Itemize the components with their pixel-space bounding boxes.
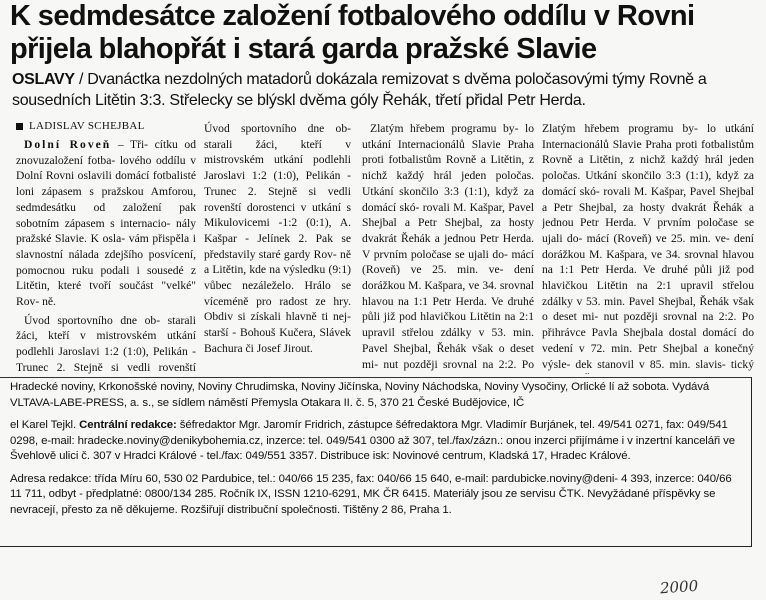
article-column-3 (362, 121, 534, 374)
imprint-address: Adresa redakce: třída Míru 60, 530 02 Pardubice, tel.: 040/66 15 235, fax: 040/66 15 640, e-mail: pardubicke.noviny@deni- 4 393, inzerce: 040/66 11 711, odbyt - předplatné: 0800/134 285. Ročník IX, ISSN 1210-6291, MK ČR 6415. Materiály jsou ze servisu ČTK. Nevyžádané příspěvky se nevracejí, přesto za ně děkujeme. Rozšiřují distribuční společnosti. Tištěny 2 86, Praha 1. (10, 472, 732, 516)
lead-kicker: OSLAVY (12, 71, 75, 88)
bullet-square-icon (16, 123, 23, 130)
article-column-4 (542, 121, 754, 374)
byline-author: LADISLAV SCHEJBAL (29, 120, 145, 132)
body-paragraph-1 (16, 137, 196, 310)
imprint-box (0, 377, 752, 547)
article-column-1 (16, 137, 196, 374)
article-column-2 (204, 121, 351, 374)
body-paragraph-3-continued: Zlatým hřebem programu by- lo utkání Internacionálů Slavie Praha proti fotbalistům Rovně a Litětin, z nichž každý hrál jeden poločas. Utkání skončilo 3:3 (1:1), když za domácí skó- rovali M. Kašpar, Pavel Shejbal a Petr Shejbal, za hosty dvakrát Řehák a jednou Petr Herda. V prvním poločase se ujali do- mácí (Roveň) ve 25. min. ve- dení dorážkou M. Kašpara, ve 34. srovnal hlavou na 1:1 Petr Herda. Ve druhé půli již pod hlavičkou Litětin na 2:1 upravil střelou zdálky v 53. min. Pavel Shejbal, Řehák však o deset mi- nut později srovnal na 2:2. Po přihrávce Pavla Shejbala dostal domácí do vedení v 72. min. Petr Shejbal a konečný výsle- dek stanovil v 85. min. slavis- tický (542, 122, 754, 371)
body-text-1: – Tři- cítku od znovuzaložení fotba- lového oddílu v Dolní Rovni oslavili domácí fotbalisté loni zápasem s pražskou Amforou, sedmdesátku od založení pak sobotním zápasem s internacio- nály pražské Slavie. K osla- vám přispěla i slavnostní nálada zdejšího posvícení, pomocnou ruku podali i sousedé z Litětin, které tvoří součást "velké" Rov- ně. (16, 138, 196, 309)
imprint-publishers: Hradecké noviny, Krkonošské noviny, Noviny Chrudimska, Noviny Jičínska, Noviny Náchodska, Noviny Vysočiny, Orlické lí až sobota. Vydává VLTAVA-LABE-PRESS, a. s., se sídlem náměstí Přemysla Otakara II. č. 5, 370 21 České Budějovice, IČ (10, 381, 710, 409)
headline: K sedmdesátce založení fotbalového oddílu v Rovni přijela blahopřát i stará garda pražské Slavie (10, 0, 695, 65)
lead-text: / Dvanáctka nezdolných matadorů dokázala remizovat s dvěma poločasovými týmy Rovně a sousedních Litětin 3:3. Střelecky se blýskl dvěma góly Řehák, třetí přidal Petr Herda. (12, 71, 707, 109)
body-paragraph-2: Úvod sportovního dne ob- starali žáci, kteří v mistrovském utkání podlehli Jaroslavi 1:2 (1:0), Pelikán - Trunec 2. Stejně si vedli rovenští (16, 313, 196, 374)
lead-paragraph (12, 69, 757, 111)
imprint-central-details: šéfredaktor Mgr. Jaromír Fridrich, zástupce šéfredaktora Mgr. Vladimír Burjánek, tel. 49/541 0271, fax: 049/541 0298, e-mail: hradecke.noviny@denikybohemia.cz, inzerce: tel. 049/541 0300 až 307, tel./fax/zázn.: onou inzerci přijímáme i v inzertní kanceláři ve Švehlově ulici č. 307 v Hradci Králové - tel./fax: 049/551 3357. Distribuce isk: Novinové centrum, Kladská 17, Hradec Králové. (10, 419, 735, 462)
imprint-central-label: Centrální redakce: (79, 419, 177, 431)
byline (16, 120, 145, 132)
dateline: Dolní Roveň (24, 138, 112, 151)
imprint-editor: el Karel Tejkl. (10, 419, 80, 431)
handwritten-note: 2000 (659, 576, 699, 598)
imprint-central-office (10, 418, 745, 465)
body-paragraph-3: Zlatým hřebem programu by- lo utkání Internacionálů Slavie Praha proti fotbalistům Rovně a Litětin, z nichž každý hrál jeden poločas. Utkání skončilo 3:3 (1:1), když za domácí skó- rovali M. Kašpar, Pavel Shejbal a Petr Shejbal, za hosty dvakrát Řehák a jednou Petr Herda. V prvním poločase se ujali do- mácí (Roveň) ve 25. min. ve- dení dorážkou M. Kašpara, ve 34. srovnal hlavou na 1:1 Petr Herda. Ve druhé půli již pod hlavičkou Litětin na 2:1 upravil střelou zdálky v 53. min. Pavel Shejbal, Řehák však o deset mi- nut později srovnal na 2:2. Po (362, 122, 534, 371)
body-paragraph-2-continued: Úvod sportovního dne ob- starali žáci, kteří v mistrovském utkání podlehli Jaroslavi 1:2 (1:0), Pelikán - Trunec 2. Stejně si vedli rovenští dorostenci v utkání s Mikulovicemi -1:2 (0:1), A. Kašpar - Jelínek 2. Pak se představily staré gardy Rov- ně a Litětin, kde na výsledku (9:1) vůbec nezáleželo. Hrálo se víceméně pro radost ze hry. Obdiv si získali hlavně ti nej- starší - Bohouš Kučera, Slávek Bachura či Josef Jirout. (204, 122, 351, 355)
